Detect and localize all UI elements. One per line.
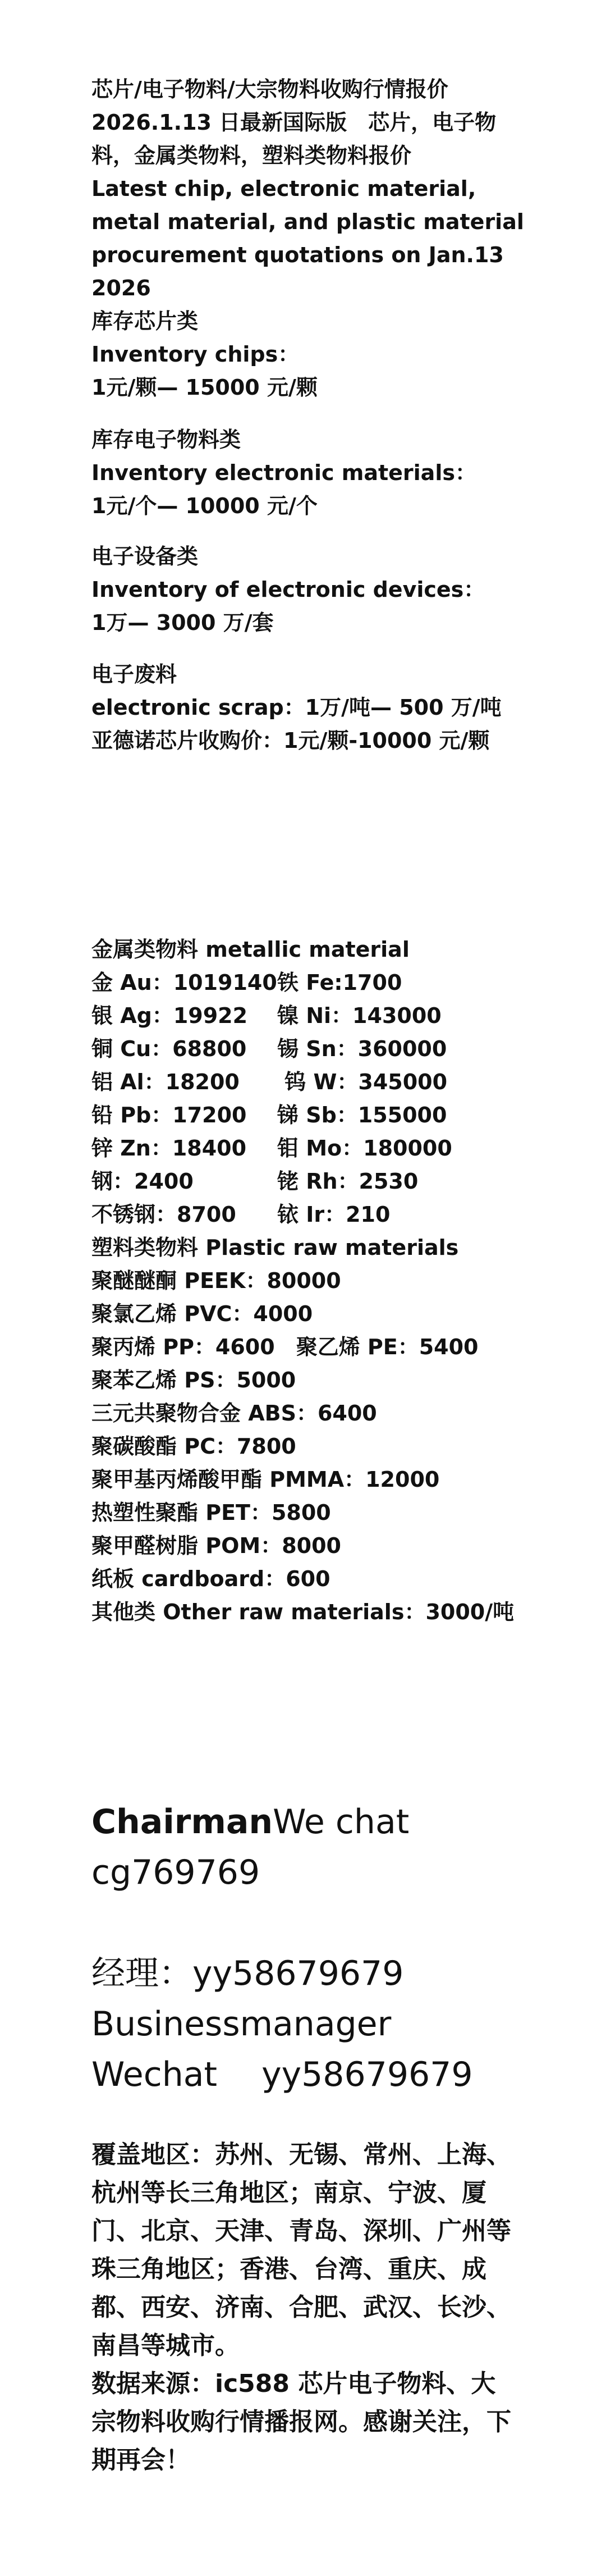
adi-chip-price-line: 亚德诺芯片收购价：1元/颗-10000 元/颗 xyxy=(91,728,490,753)
header-line: 料，金属类物料，塑料类物料报价 xyxy=(91,143,412,168)
section-price: 1万— 3000 万/套 xyxy=(91,610,274,635)
header-block xyxy=(91,73,524,305)
plastic-price: 聚甲醛树脂 POM：8000 xyxy=(91,1533,341,1558)
wechat-label: We chat xyxy=(273,1802,410,1842)
manager-wechat-id: Wechat yy58679679 xyxy=(91,2055,473,2094)
metal-price: 锑 Sb：155000 xyxy=(277,1103,447,1127)
plastic-price: 聚醚醚酮 PEEK：80000 xyxy=(91,1268,341,1293)
metal-price: 锡 Sn：360000 xyxy=(277,1036,447,1061)
metal-row xyxy=(91,1066,518,1099)
section-title: 库存电子物料类 xyxy=(91,427,241,452)
metal-price: 不锈钢：8700 xyxy=(91,1202,236,1227)
metal-price: 铅 Pb：17200 xyxy=(91,1103,247,1127)
plastic-price: 聚苯乙烯 PS：5000 xyxy=(91,1368,296,1392)
header-line: procurement quotations on Jan.13 xyxy=(91,243,504,267)
contacts-section xyxy=(91,1797,518,2100)
manager-title: Businessmanager xyxy=(91,2004,392,2044)
section-subtitle: Inventory of electronic devices： xyxy=(91,577,485,602)
metal-price: 铝 Al：18200 xyxy=(91,1070,240,1094)
metal-price: 锌 Zn：18400 xyxy=(91,1136,247,1161)
metal-price: 钼 Mo：180000 xyxy=(277,1136,452,1161)
metal-price: 镍 Ni：143000 xyxy=(277,1003,442,1028)
chairman-wechat-id: cg769769 xyxy=(91,1853,260,1892)
inventory-electronic-section xyxy=(91,423,518,523)
contacts-spacer xyxy=(91,1898,518,1948)
inventory-chips-section xyxy=(91,305,518,404)
metal-row xyxy=(91,1099,518,1132)
section-subtitle: Inventory electronic materials： xyxy=(91,460,476,485)
metal-price: 金 Au：1019140 xyxy=(91,970,277,995)
plastic-price: 热塑性聚酯 PET：5800 xyxy=(91,1500,331,1525)
section-title: 电子设备类 xyxy=(91,544,199,569)
header-line: metal material, and plastic material xyxy=(91,209,524,234)
plastic-price: 聚氯乙烯 PVC：4000 xyxy=(91,1301,313,1326)
header-line: Latest chip, electronic material, xyxy=(91,176,476,201)
inventory-devices-section xyxy=(91,540,518,640)
metals-title: 金属类物料 metallic material xyxy=(91,937,410,962)
data-source-text: 数据来源：ic588 芯片电子物料、大宗物料收购行情播报网。感谢关注，下期再会！ xyxy=(91,2369,511,2474)
metal-price: 钢：2400 xyxy=(91,1169,194,1194)
metals-section xyxy=(91,933,518,1629)
metal-row xyxy=(91,966,518,999)
section-price: 1元/个— 10000 元/个 xyxy=(91,494,318,518)
coverage-text: 覆盖地区：苏州、无锡、常州、上海、杭州等长三角地区；南京、宁波、厦门、北京、天津、青岛、深圳、广州等珠三角地区；香港、台湾、重庆、成都、西安、济南、合肥、武汉、长沙、南昌等城市。 xyxy=(91,2140,511,2360)
metal-row xyxy=(91,1033,518,1066)
manager-wechat-line: 经理：yy58679679 xyxy=(91,1954,404,1993)
plastic-price: 其他类 Other raw materials：3000/吨 xyxy=(91,1600,515,1624)
chairman-wechat-line xyxy=(91,1797,518,1847)
plastic-price: 聚甲基丙烯酸甲酯 PMMA：12000 xyxy=(91,1467,440,1492)
metal-price: 铱 Ir：210 xyxy=(277,1202,391,1227)
scrap-price-line: electronic scrap：1万/吨— 500 万/吨 xyxy=(91,695,502,720)
plastics-title: 塑料类物料 Plastic raw materials xyxy=(91,1235,459,1260)
scrap-section xyxy=(91,658,518,757)
metal-price: 铜 Cu：68800 xyxy=(91,1036,247,1061)
plastic-price: 聚丙烯 PP：4600 聚乙烯 PE：5400 xyxy=(91,1335,479,1359)
metal-row xyxy=(91,1198,518,1231)
metal-row xyxy=(91,999,518,1033)
metal-price: 钨 W：345000 xyxy=(277,1070,448,1094)
header-line: 2026.1.13 日最新国际版 芯片，电子物 xyxy=(91,110,497,135)
section-subtitle: Inventory chips： xyxy=(91,342,300,367)
metal-price: 铑 Rh：2530 xyxy=(277,1169,419,1194)
metal-price: 银 Ag：19922 xyxy=(91,1003,248,1028)
footer-section xyxy=(91,2136,518,2479)
header-line: 2026 xyxy=(91,276,151,300)
section-title: 电子废料 xyxy=(91,662,177,687)
plastic-price: 三元共聚物合金 ABS：6400 xyxy=(91,1401,377,1426)
metal-row xyxy=(91,1165,518,1198)
metal-row xyxy=(91,1132,518,1165)
chairman-label: Chairman xyxy=(91,1802,273,1842)
section-title: 库存芯片类 xyxy=(91,309,199,334)
plastic-price: 聚碳酸酯 PC：7800 xyxy=(91,1434,296,1459)
plastic-price: 纸板 cardboard：600 xyxy=(91,1566,330,1591)
header-line: 芯片/电子物料/大宗物料收购行情报价 xyxy=(91,77,448,102)
section-price: 1元/颗— 15000 元/颗 xyxy=(91,375,318,400)
metal-price: 铁 Fe:1700 xyxy=(277,970,402,995)
